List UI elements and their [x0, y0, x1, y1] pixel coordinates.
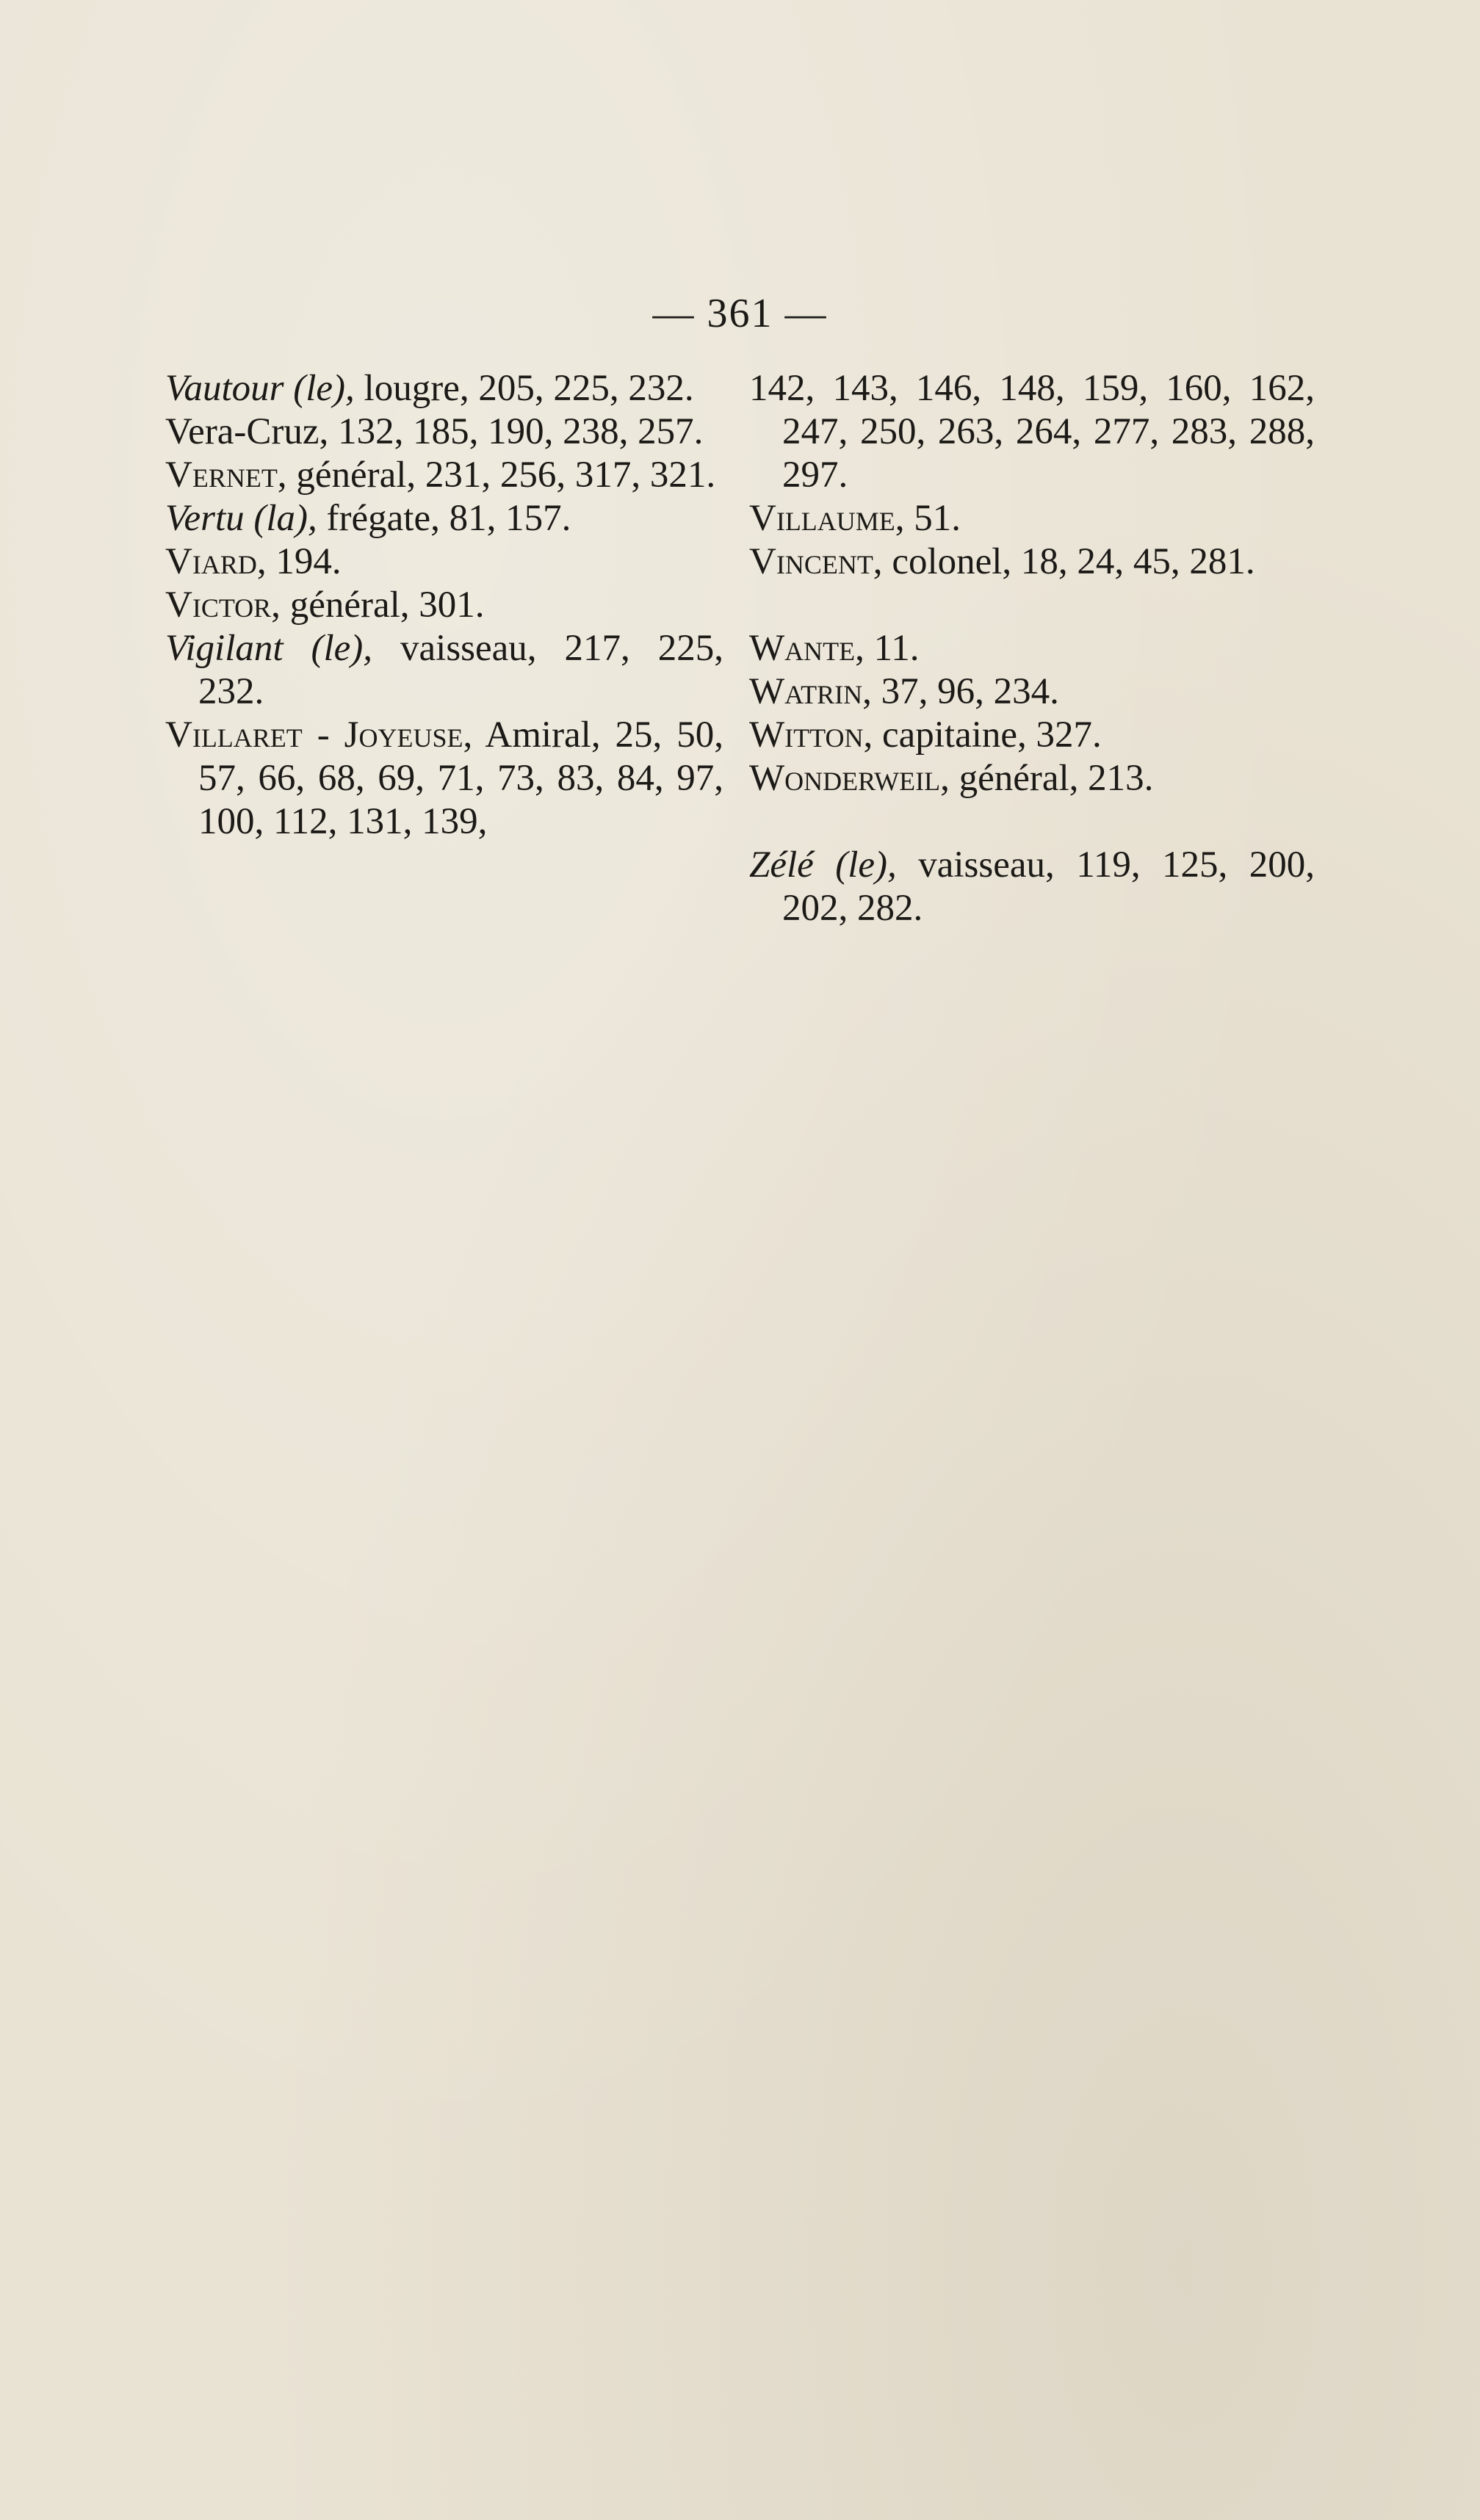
- index-entry: [165, 540, 723, 584]
- index-column-right: [749, 367, 1315, 930]
- entry-pages: vaisseau, 119, 125, 200, 202, 282.: [782, 844, 1315, 929]
- entry-pages: vaisseau, 217, 225, 232.: [198, 628, 723, 712]
- page-number: — 361 —: [652, 291, 828, 336]
- section-gap: [749, 800, 1315, 844]
- entry-name: Vertu (la),: [165, 498, 317, 539]
- entry-pages: capitaine, 327.: [873, 714, 1102, 756]
- section-gap: [749, 584, 1315, 627]
- entry-name: Villaret - Joyeuse,: [165, 714, 473, 756]
- index-entry: [165, 367, 723, 410]
- entry-pages: 51.: [904, 498, 961, 539]
- entry-name: Victor,: [165, 584, 281, 626]
- index-entry: [749, 627, 1315, 670]
- index-entry: [749, 540, 1315, 584]
- index-entry: [749, 497, 1315, 540]
- index-entry: [749, 714, 1315, 757]
- entry-pages: 132, 185, 190, 238, 257.: [328, 411, 704, 452]
- entry-name: Zélé (le),: [749, 844, 897, 886]
- entry-pages: général, 301.: [280, 584, 485, 626]
- entry-name: Vera-Cruz,: [165, 411, 329, 452]
- entry-name: Watrin,: [749, 671, 872, 712]
- entry-name: Wante,: [749, 628, 864, 669]
- entry-pages: général, 213.: [949, 758, 1154, 799]
- entry-name: Witton,: [749, 714, 873, 756]
- entry-pages: Amiral, 25, 50, 57, 66, 68, 69, 71, 73, 83, 84, 97, 100, 112, 131, 139,: [198, 714, 723, 842]
- entry-pages: général, 231, 256, 317, 321.: [286, 455, 716, 496]
- entry-name: Vincent,: [749, 541, 883, 582]
- entry-pages: lougre, 205, 225, 232.: [354, 368, 694, 409]
- entry-name: Vigilant (le),: [165, 628, 373, 669]
- entry-name: Villaume,: [749, 498, 905, 539]
- entry-name: Viard,: [165, 541, 267, 582]
- index-column-left: [165, 367, 723, 844]
- entry-pages: 194.: [266, 541, 342, 582]
- index-entry: [749, 670, 1315, 714]
- entry-pages: 142, 143, 146, 148, 159, 160, 162, 247, 250, 263, 264, 277, 283, 288, 297.: [749, 368, 1315, 496]
- entry-pages: 37, 96, 234.: [871, 671, 1059, 712]
- entry-name: Vautour (le),: [165, 368, 355, 409]
- entry-name: Vernet,: [165, 455, 287, 496]
- entry-name: Wonderweil,: [749, 758, 950, 799]
- index-entry-continuation: [749, 367, 1315, 497]
- index-entry: [749, 757, 1315, 800]
- index-entry: [165, 497, 723, 540]
- index-entry: [165, 584, 723, 627]
- index-entry: [165, 410, 723, 454]
- entry-pages: frégate, 81, 157.: [317, 498, 571, 539]
- index-entry: [749, 844, 1315, 930]
- entry-pages: colonel, 18, 24, 45, 281.: [882, 541, 1255, 582]
- index-entry: [165, 454, 723, 497]
- index-entry: [165, 627, 723, 714]
- index-entry: [165, 714, 723, 844]
- entry-pages: 11.: [864, 628, 920, 669]
